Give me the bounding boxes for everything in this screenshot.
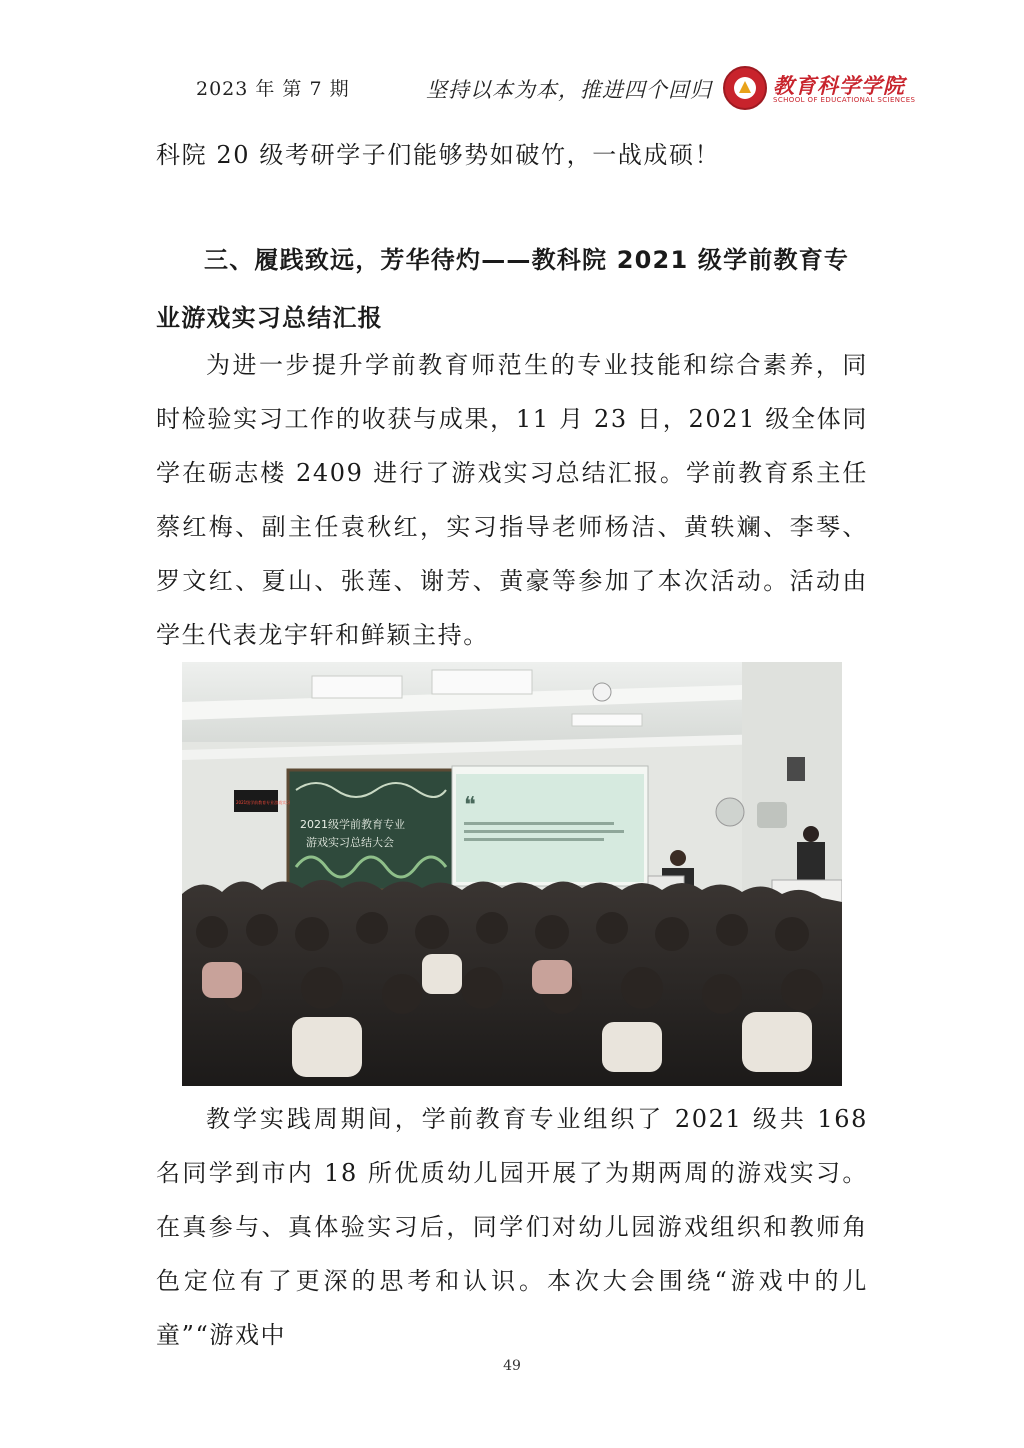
page-header — [0, 0, 1024, 120]
paragraph-2: 教学实践周期间，学前教育专业组织了 2021 级共 168 名同学到市内 18 所优质幼儿园开展了为期两周的游戏实习。在真参与、真体验实习后，同学们对幼儿园游戏组织和教师角色定位有了更深的思考和认识。本次大会围绕“游戏中的儿童”“游戏中 — [156, 1105, 868, 1349]
logo-school-name: 教育科学学院 — [773, 74, 905, 98]
event-photo — [182, 662, 842, 1086]
school-logo — [723, 66, 916, 112]
paragraph-1: 为进一步提升学前教育师范生的专业技能和综合素养，同时检验实习工作的收获与成果，11 月 23 日，2021 级全体同学在砺志楼 2409 进行了游戏实习总结汇报。学前教育系主任蔡红梅、副主任袁秋红，实习指导老师杨洁、黄轶斓、李琴、罗文红、夏山、张莲、谢芳、黄豪等参加了本次活动。活动由学生代表龙宇轩和鲜颖主持。 — [156, 351, 868, 649]
blackboard-text-2: 游戏实习总结大会 — [306, 836, 394, 849]
school-seal-icon — [723, 66, 767, 110]
blackboard-text-1: 2021级学前教育专业 — [300, 818, 405, 831]
intro-tail-paragraph: 科院 20 级考研学子们能够势如破竹，一战成硕！ — [156, 141, 721, 169]
section-heading: 三、履践致远，芳华待灼——教科院 2021 级学前教育专业游戏实习总结汇报 — [156, 246, 850, 332]
page-number: 49 — [503, 1358, 521, 1374]
header-motto: 坚持以本为本，推进四个回归 — [426, 78, 712, 102]
logo-school-name-en: SCHOOL OF EDUCATIONAL SCIENCES — [773, 96, 916, 104]
issue-label: 2023 年 第 7 期 — [196, 78, 350, 100]
screen-quote-icon: ❝ — [464, 793, 476, 818]
led-sign-text: 2021级学前教育专业游戏实习 — [236, 800, 291, 805]
